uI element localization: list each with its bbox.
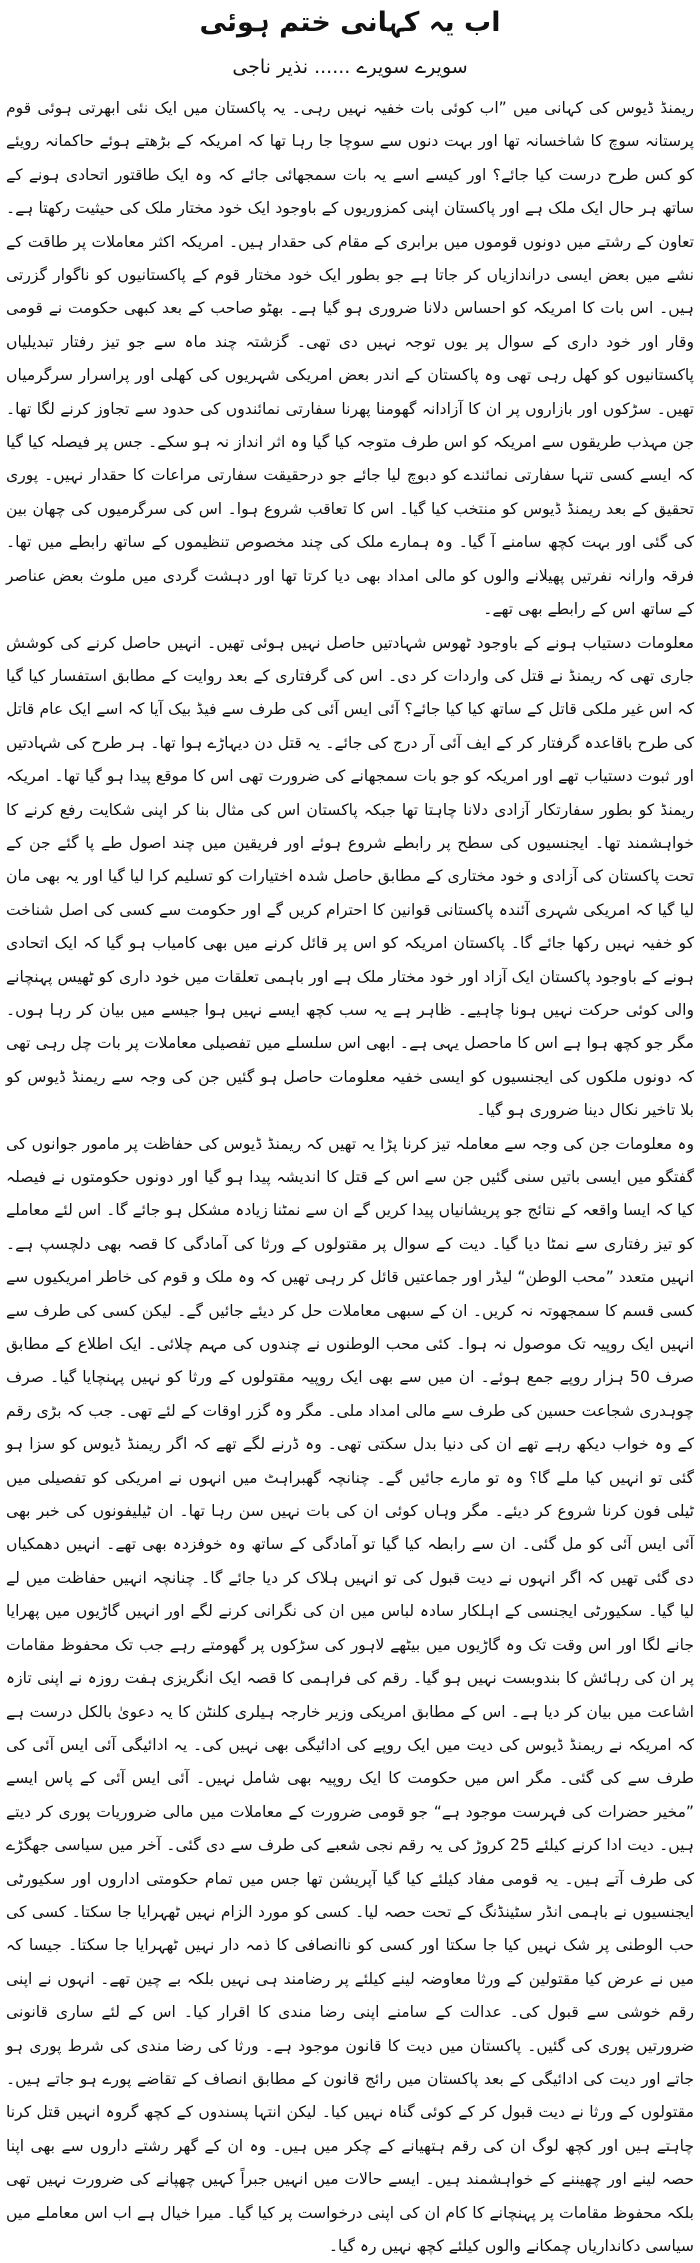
article-body <box>6 92 694 2263</box>
article <box>6 0 695 2255</box>
headline: اب یہ کہانی ختم ہوئی <box>199 7 501 38</box>
paragraph-2: معلومات دستیاب ہونے کے باوجود ٹھوس شہادتیں حاصل نہیں ہوئی تھیں۔ انہیں حاصل کرنے کی کوشش جاری تھی کہ ریمنڈ نے قتل کی واردات کر دی۔ اس کی گرفتاری کے بعد روایت کے مطابق استفسار کیا گیا کہ اس غیر ملکی قاتل کے ساتھ کیا کیا جائے؟ آئی ایس آئی کی طرف سے فیڈ بیک آیا کہ اسے ایک عام قاتل کی طرح باقاعدہ گرفتار کر کے ایف آئی آر درج کی جائے۔ یہ قتل دن دیہاڑے ہوا تھا۔ ہر طرح کی شہادتیں اور ثبوت دستیاب تھے اور امریکہ کو جو بات سمجھانے کی ضرورت تھی اس کا موقع پیدا ہو گیا تھا۔ امریکہ ریمنڈ کو بطور سفارتکار آزادی دلانا چاہتا تھا جبکہ پاکستان اس کی مثال بنا کر اپنی شکایت رفع کرنے کا خواہشمند تھا۔ ایجنسیوں کی سطح پر رابطے شروع ہوئے اور فریقین میں چند اصول طے پا گئے جن کے تحت پاکستان کی آزادی و خود مختاری کے مطابق حاصل شدہ اختیارات کو تسلیم کرا لیا گیا اور یہ بھی مان لیا گیا کہ امریکی شہری آئندہ پاکستانی قوانین کا احترام کریں گے اور حکومت سے کسی کی اصل شناخت کو خفیہ نہیں رکھا جائے گا۔ پاکستان امریکہ کو اس پر قائل کرنے میں بھی کامیاب ہو گیا کہ ایک اتحادی ہونے کے باوجود پاکستان ایک آزاد اور خود مختار ملک ہے اور باہمی تعلقات میں خود داری کو ٹھیس پہنچانے والی کوئی حرکت نہیں ہونا چاہیے۔ ظاہر ہے یہ سب کچھ ایسے نہیں ہوا جیسے میں بیان کر رہا ہوں۔ مگر جو کچھ ہوا ہے اس کا ماحصل یہی ہے۔ ابھی اس سلسلے میں تفصیلی معاملات پر بات چل رہی تھی کہ دونوں ملکوں کی ایجنسیوں کو ایسی خفیہ معلومات حاصل ہو گئیں جن کی وجہ سے ریمنڈ ڈیوس کو بلا تاخیر نکال دینا ضروری ہو گیا۔ <box>6 633 694 1120</box>
paragraph-3: وہ معلومات جن کی وجہ سے معاملہ تیز کرنا پڑا یہ تھیں کہ ریمنڈ ڈیوس کی حفاظت پر مامور جوانوں کی گفتگو میں ایسی باتیں سنی گئیں جن سے اس کے قتل کا اندیشہ پیدا ہو گیا اور دونوں حکومتوں نے فیصلہ کیا کہ ایسا واقعہ کے نتائج جو پریشانیاں پیدا کریں گے ان سے نمٹنا زیادہ مشکل ہو جائے گا۔ اس لئے معاملے کو تیز رفتاری سے نمٹا دیا گیا۔ دیت کے سوال پر مقتولوں کے ورثا کی آمادگی کا قصہ بھی دلچسپ ہے۔ انہیں متعدد ”محب الوطن“ لیڈر اور جماعتیں قائل کر رہی تھیں کہ وہ ملک و قوم کی خاطر امریکیوں سے کسی قسم کا سمجھوتہ نہ کریں۔ ان کے سبھی معاملات حل کر دیئے جائیں گے۔ لیکن کسی کی طرف سے انہیں ایک روپیہ تک موصول نہ ہوا۔ کئی محب الوطنوں نے چندوں کی مہم چلائی۔ ایک اطلاع کے مطابق صرف 50 ہزار روپے جمع ہوئے۔ ان میں سے بھی ایک روپیہ مقتولوں کے ورثا کو نہیں پہنچایا گیا۔ صرف چوہدری شجاعت حسین کی طرف سے مالی امداد ملی۔ مگر وہ گزر اوقات کے لئے تھی۔ جب کہ بڑی رقم کے وہ خواب دیکھ رہے تھے ان کی دنیا بدل سکتی تھی۔ وہ ڈرنے لگے تھے کہ اگر ریمنڈ ڈیوس کو سزا ہو گئی تو انہیں کیا ملے گا؟ وہ تو مارے جائیں گے۔ چنانچہ گھبراہٹ میں انہوں نے امریکی کو تفصیلی میں ٹیلی فون کرنا شروع کر دیئے۔ مگر وہاں کوئی ان کی بات نہیں سن رہا تھا۔ ان ٹیلیفونوں کی خبر بھی آئی ایس آئی کو مل گئی۔ ان سے رابطہ کیا گیا تو آمادگی کے ساتھ وہ خوفزدہ بھی تھے۔ انہیں دھمکیاں دی گئی تھیں کہ اگر انہوں نے دیت قبول کی تو انہیں ہلاک کر دیا جائے گا۔ چنانچہ انہیں حفاظت میں لے لیا گیا۔ سکیورٹی ایجنسی کے اہلکار سادہ لباس میں ان کی نگرانی کرنے لگے اور انہیں گاڑیوں میں پھرایا جانے لگا اور اس وقت تک وہ گاڑیوں میں بیٹھے لاہور کی سڑکوں پر گھومتے رہے جب تک محفوظ مقامات پر ان کی رہائش کا بندوبست نہیں ہو گیا۔ رقم کی فراہمی کا قصہ ایک انگریزی ہفت روزہ نے اپنی تازہ اشاعت میں بیان کر دیا ہے۔ اس کے مطابق امریکی وزیر خارجہ ہیلری کلنٹن کا یہ دعویٰ بالکل درست ہے کہ امریکہ نے ریمنڈ ڈیوس کی دیت میں ایک روپے کی ادائیگی بھی نہیں کی۔ یہ ادائیگی آئی ایس آئی کی طرف سے کی گئی۔ مگر اس میں حکومت کا ایک روپیہ بھی شامل نہیں۔ آئی ایس آئی کے پاس ایسے ”مخیر حضرات کی فہرست موجود ہے“ جو قومی ضرورت کے معاملات میں مالی ضروریات پوری کر دیتے ہیں۔ دیت ادا کرنے کیلئے 25 کروڑ کی یہ رقم نجی شعبے کی طرف سے دی گئی۔ آخر میں سیاسی جھگڑے کی طرف آتے ہیں۔ یہ قومی مفاد کیلئے کیا گیا آپریشن تھا جس میں تمام حکومتی اداروں اور سکیورٹی ایجنسیوں نے باہمی انڈر سٹینڈنگ کے تحت حصہ لیا۔ کسی کو مورد الزام نہیں ٹھہرایا جا سکتا۔ کسی کی حب الوطنی پر شک نہیں کیا جا سکتا اور کسی کو ناانصافی کا ذمہ دار نہیں ٹھہرایا جا سکتا۔ جیسا کہ میں نے عرض کیا مقتولین کے ورثا معاوضہ لینے کیلئے پر رضامند ہی نہیں بلکہ بے چین تھے۔ انہوں نے اپنی رقم خوشی سے قبول کی۔ عدالت کے سامنے اپنی رضا مندی کا اقرار کیا۔ اس کے لئے ساری قانونی ضرورتیں پوری کی گئیں۔ پاکستان میں دیت کا قانون موجود ہے۔ ورثا کی رضا مندی کی شرط پوری ہو جاتے اور دیت کی ادائیگی کے بعد پاکستان میں رائج قانون کے مطابق انصاف کے تقاضے پورے ہو جاتے ہیں۔ مقتولوں کے ورثا نے دیت قبول کر کے کوئی گناہ نہیں کیا۔ لیکن انتہا پسندوں کے کچھ گروہ انہیں قتل کرنا چاہتے ہیں اور کچھ لوگ ان کی رقم ہتھیانے کے چکر میں ہیں۔ وہ ان کے گھر رشتے داروں سے بھی اپنا حصہ لینے اور چھیننے کے خواہشمند ہیں۔ ایسے حالات میں انہیں جبراً کہیں چھپانے کی ضرورت نہیں تھی بلکہ محفوظ مقامات پر پہنچانے کا کام ان کی اپنی درخواست پر کیا گیا۔ میرا خیال ہے اب اس معاملے میں سیاسی دکانداریاں چمکانے والوں کیلئے کچھ نہیں رہ گیا۔ <box>6 1134 695 2255</box>
paragraph-1: ریمنڈ ڈیوس کی کہانی میں ”اب کوئی بات خفیہ نہیں رہی۔ یہ پاکستان میں ایک نئی ابھرتی ہوئی قوم پرستانہ سوچ کا شاخسانہ تھا اور بہت دنوں سے سوچا جا رہا تھا کہ امریکہ کے بڑھتے ہوئے حاکمانہ رویئے کو کس طرح درست کیا جائے؟ اور کیسے اسے یہ بات سمجھائی جائے کہ وہ ایک طاقتور اتحادی ہونے کے ساتھ ہر حال ایک ملک ہے اور پاکستان اپنی کمزوریوں کے باوجود ایک خود مختار ملک کی حیثیت رکھتا ہے۔ تعاون کے رشتے میں دونوں قوموں میں برابری کے مقام کی حقدار ہیں۔ امریکہ اکثر معاملات پر طاقت کے نشے میں بعض ایسی دراندازیاں کر جاتا ہے جو بطور ایک خود مختار قوم کے پاکستانیوں کو ناگوار گزرتی ہیں۔ اس بات کا امریکہ کو احساس دلانا ضروری ہو گیا ہے۔ بھٹو صاحب کے بعد کبھی حکومت نے قومی وقار اور خود داری کے سوال پر یوں توجہ نہیں دی تھی۔ گزشتہ چند ماہ سے جو تیز رفتار تبدیلیاں پاکستانیوں کو کھل رہی تھی وہ پاکستان کے اندر بعض امریکی شہریوں کی کھلی اور پراسرار سرگرمیاں تھیں۔ سڑکوں اور بازاروں پر ان کا آزادانہ گھومنا پھرنا سفارتی نمائندوں کی حدود سے تجاوز کرنے لگا تھا۔ جن مہذب طریقوں سے امریکہ کو اس طرف متوجہ کیا گیا وہ اثر انداز نہ ہو سکے۔ جس پر فیصلہ کیا گیا کہ ایسے کسی تنہا سفارتی نمائندے کو دبوچ لیا جائے جو درحقیقت سفارتی مراعات کا حقدار نہیں۔ پوری تحقیق کے بعد ریمنڈ ڈیوس کو منتخب کیا گیا۔ اس کا تعاقب شروع ہوا۔ اس کی سرگرمیوں کی چھان بین کی گئی اور بہت کچھ سامنے آ گیا۔ وہ ہمارے ملک کی چند مخصوص تنظیموں کے ساتھ رابطے میں تھا۔ فرقہ وارانہ نفرتیں پھیلانے والوں کو مالی امداد بھی دیا کرتا تھا اور دہشت گردی میں ملوث بعض عناصر کے ساتھ اس کے رابطے بھی تھے۔ <box>6 99 694 619</box>
byline: سویرے سویرے ...... نذیر ناجی <box>232 56 468 78</box>
